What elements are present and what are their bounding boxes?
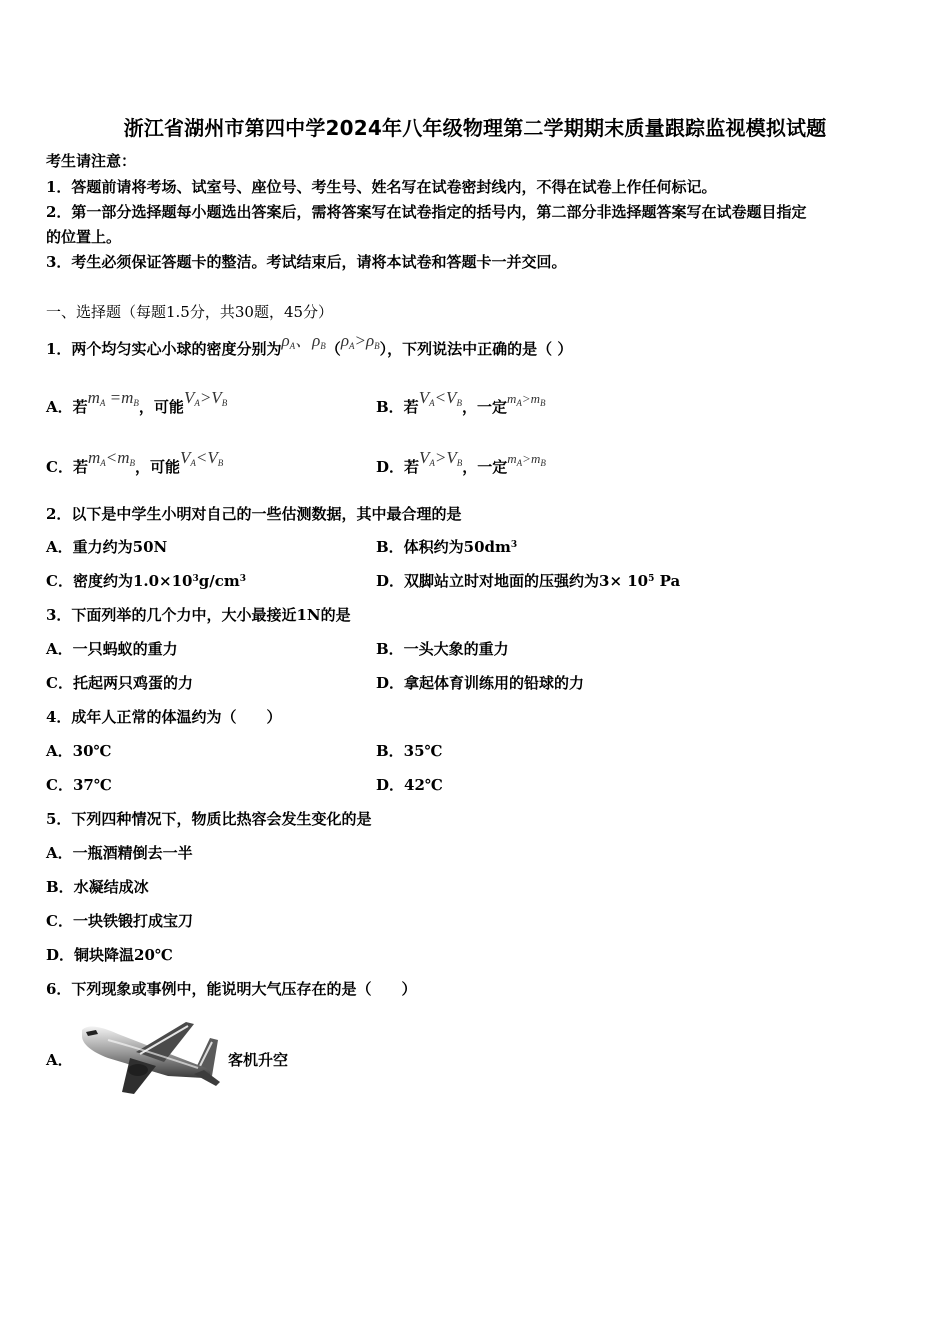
q2-option-b[interactable]: B．体积约为$50dm^3$ (376, 538, 518, 556)
q2-option-c[interactable]: C．密度约为$1.0\times 10^3g/cm^3$ (46, 572, 246, 590)
question-2-stem: 2．以下是中学生小明对自己的一些估测数据，其中最合理的是 (46, 505, 462, 523)
question-5-stem: 5．下列四种情况下，物质比热容会发生变化的是 (46, 810, 372, 828)
notice-item: 1．答题前请将考场、试室号、座位号、考生号、姓名写在试卷密封线内，不得在试卷上作任何标记。 (46, 178, 717, 196)
q2-option-d[interactable]: D．双脚站立时对地面的压强约为$3\times 10^5$ Pa (376, 572, 681, 590)
q2-option-a[interactable]: A．重力约为50N (46, 538, 168, 556)
question-1-stem: 1．两个均匀实心小球的密度分别为$\rho_A$、$\rho_B(\rho_A>\rho_B)$，下列说法中正确的是（ ） (46, 331, 573, 358)
page-title: 浙江省湖州市第四中学2024年八年级物理第二学期期末质量跟踪监视模拟试题 (123, 116, 827, 140)
notice-item: 3．考生必须保证答题卡的整洁。考试结束后，请将本试卷和答题卡一并交回。 (46, 253, 567, 271)
q1-option-b[interactable]: B．若$V_A<V_B$，一定$m_A>m_B$ (376, 388, 546, 416)
formula: $m_A>m_B$ (506, 391, 546, 408)
q3-option-c[interactable]: C．托起两只鸡蛋的力 (46, 674, 193, 692)
formula: $m_A<m_B$ (87, 448, 135, 468)
q1-option-a[interactable]: A．若$m_A =m_B$，可能$V_A>V_B$ (46, 388, 228, 416)
q6-option-a-text: 客机升空 (228, 1051, 289, 1069)
question-6-stem: 6．下列现象或事例中，能说明大气压存在的是（ ） (46, 980, 417, 998)
q6-option-a-label[interactable]: A． (46, 1051, 73, 1069)
q4-option-a[interactable]: A．30℃ (46, 742, 112, 760)
formula: $V_A>V_B$ (419, 448, 463, 468)
q5-option-a[interactable]: A．一瓶酒精倒去一半 (46, 844, 193, 862)
airplane-image (78, 1018, 222, 1096)
formula-rho-compare: $\rho_A>\rho_B$ (340, 331, 380, 351)
q3-option-d[interactable]: D．拿起体育训练用的铅球的力 (376, 674, 585, 692)
q4-option-d[interactable]: D．42℃ (376, 776, 443, 794)
notice-item: 的位置上。 (46, 228, 122, 246)
formula-rho: $\rho_A$、$\rho_B$ (281, 331, 326, 351)
q4-option-b[interactable]: B．35℃ (376, 742, 443, 760)
formula: $m_A>m_B$ (507, 451, 546, 468)
section-heading: 一、选择题（每题1.5分，共30题，45分） (46, 303, 334, 321)
q3-option-b[interactable]: B．一头大象的重力 (376, 640, 509, 658)
formula: $V_A<V_B$ (418, 388, 462, 408)
q1-option-d[interactable]: D．若$V_A>V_B$，一定$m_A>m_B$ (376, 448, 546, 476)
formula: $m_A =m_B$ (87, 388, 139, 408)
q1-option-c[interactable]: C．若$m_A<m_B$，可能$V_A<V_B$ (46, 448, 224, 476)
notice-heading: 考生请注意： (46, 152, 137, 170)
notice-item: 2．第一部分选择题每小题选出答案后，需将答案写在试卷指定的括号内，第二部分非选择题答案写在试卷题目指定 (46, 203, 807, 221)
formula: $V_A<V_B$ (180, 448, 224, 468)
question-4-stem: 4．成年人正常的体温约为（ ） (46, 708, 282, 726)
q5-option-d[interactable]: D．铜块降温20℃ (46, 946, 173, 964)
q5-option-c[interactable]: C．一块铁锻打成宝刀 (46, 912, 193, 930)
q4-option-c[interactable]: C．37℃ (46, 776, 112, 794)
q5-option-b[interactable]: B．水凝结成冰 (46, 878, 149, 896)
question-3-stem: 3．下面列举的几个力中，大小最接近1N的是 (46, 606, 351, 624)
formula: $V_A>V_B$ (183, 388, 228, 408)
q3-option-a[interactable]: A．一只蚂蚁的重力 (46, 640, 178, 658)
